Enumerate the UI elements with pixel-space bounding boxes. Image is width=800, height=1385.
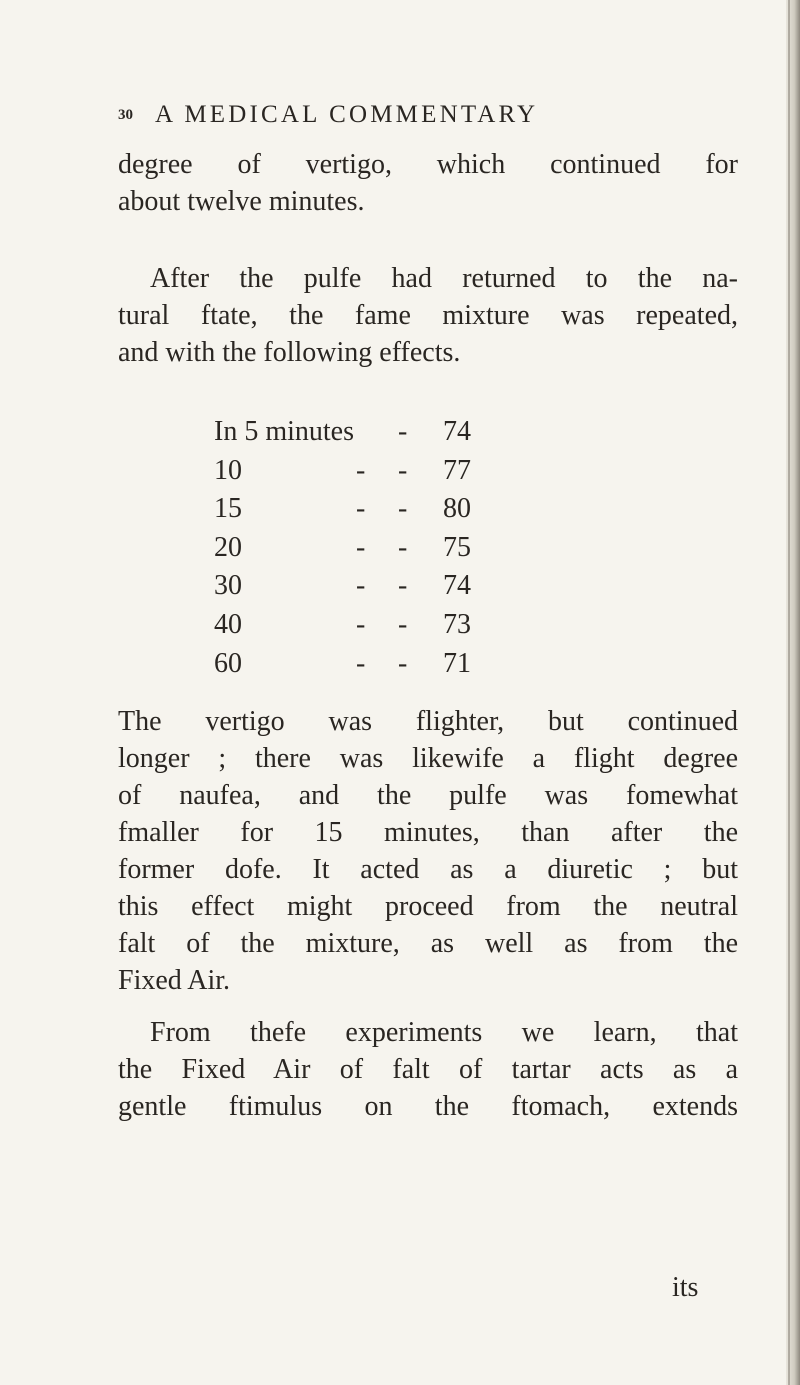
- dash-cell: -: [356, 531, 366, 563]
- pulse-value-cell: 75: [443, 531, 471, 563]
- time-cell: 30: [214, 570, 242, 602]
- text-line: longer ; there was likewife a flight degree: [118, 743, 738, 774]
- text-line: From thefe experiments we learn, that: [150, 1017, 738, 1048]
- time-cell: 15: [214, 493, 242, 525]
- text-line: former dofe. It acted as a diuretic ; but: [118, 854, 738, 885]
- text-line: gentle ftimulus on the ftomach, extends: [118, 1091, 738, 1122]
- paragraph-vertigo-slighter: [118, 703, 738, 999]
- pulse-table: [214, 416, 514, 686]
- dash-cell: -: [398, 570, 408, 602]
- text-line: of naufea, and the pulfe was fomewhat: [118, 780, 738, 811]
- text-line: and with the following effects.: [118, 337, 461, 368]
- text-line: degree of vertigo, which continued for: [118, 149, 738, 180]
- text-line: Fixed Air.: [118, 965, 231, 996]
- dash-cell: -: [398, 493, 408, 525]
- page-number: 30: [118, 107, 133, 123]
- text-line: The vertigo was flighter, but continued: [118, 706, 738, 737]
- text-line: falt of the mixture, as well as from the: [118, 928, 738, 959]
- pulse-value-cell: 74: [443, 570, 471, 602]
- paragraph-repeated-mixture: [118, 260, 738, 371]
- time-cell: 60: [214, 647, 242, 679]
- dash-cell: -: [356, 454, 366, 486]
- pulse-value-cell: 73: [443, 608, 471, 640]
- paragraph-conclusion: [118, 1014, 738, 1125]
- dash-cell: -: [398, 647, 408, 679]
- pulse-value-cell: 77: [443, 454, 471, 486]
- table-row: [214, 570, 514, 609]
- text-line: the Fixed Air of falt of tartar acts as a: [118, 1054, 738, 1085]
- time-cell: 20: [214, 531, 242, 563]
- table-row: [214, 648, 514, 687]
- dash-cell: -: [398, 454, 408, 486]
- text-line: fmaller for 15 minutes, than after the: [118, 817, 738, 848]
- page-edge-line: [788, 0, 790, 1385]
- dash-cell: -: [356, 570, 366, 602]
- table-row: [214, 416, 514, 455]
- time-cell: In 5 minutes: [214, 416, 354, 447]
- dash-cell: -: [398, 608, 408, 640]
- text-line: After the pulfe had returned to the na-: [150, 263, 738, 294]
- dash-cell: -: [398, 531, 408, 563]
- dash-cell: -: [356, 608, 366, 640]
- text-line: this effect might proceed from the neutral: [118, 891, 738, 922]
- time-cell: 40: [214, 608, 242, 640]
- pulse-value-cell: 71: [443, 647, 471, 679]
- table-row: [214, 455, 514, 494]
- pulse-value-cell: 80: [443, 493, 471, 525]
- running-title: A MEDICAL COMMENTARY: [155, 101, 539, 128]
- paragraph-vertigo-first: [118, 146, 738, 220]
- time-cell: 10: [214, 454, 242, 486]
- table-row: [214, 493, 514, 532]
- text-line: about twelve minutes.: [118, 186, 365, 217]
- pulse-value-cell: 74: [443, 416, 471, 447]
- text-line: tural ftate, the fame mixture was repeated,: [118, 300, 738, 331]
- table-row: [214, 609, 514, 648]
- table-row: [214, 532, 514, 571]
- dash-cell: -: [398, 416, 408, 447]
- catchword: its: [672, 1272, 699, 1303]
- dash-cell: -: [356, 493, 366, 525]
- running-head: [118, 101, 738, 129]
- dash-cell: -: [356, 647, 366, 679]
